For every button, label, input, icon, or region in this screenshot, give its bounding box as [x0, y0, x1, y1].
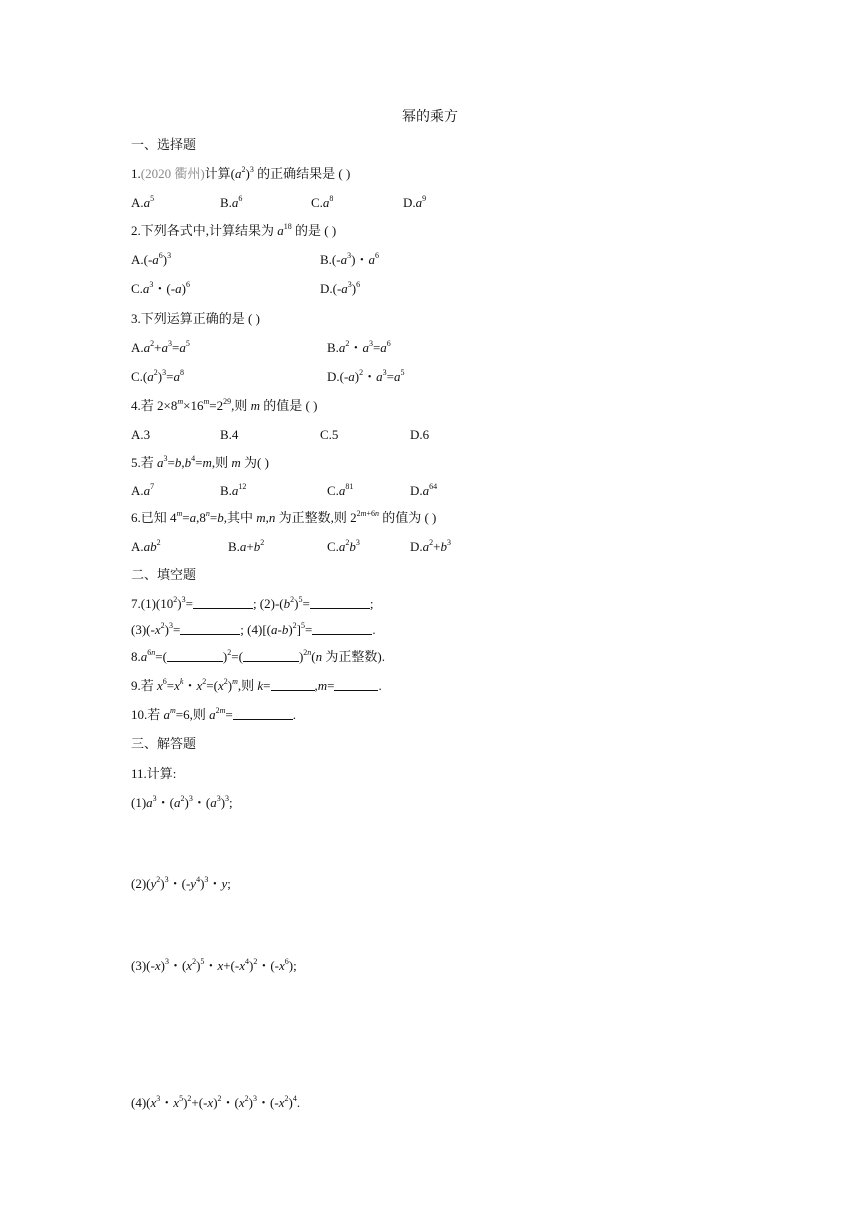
- question-4-option-d: D.6: [410, 427, 430, 442]
- section-heading-answer: 三、解答题: [131, 736, 197, 751]
- question-6: 6.已知 $4^m=a,8^n=b$,其中 m,n 为正整数,则 $2^{2m+6n}$ 的值为 ( ): [131, 509, 437, 525]
- question-4-option-c: C.5: [320, 427, 339, 442]
- question-9: 9.若 $x^6=x^k$・$x^2=(x^2)^m$,则 k= ,m= .: [131, 677, 382, 693]
- question-6-option-d: $D.a^2+b^3$: [410, 538, 451, 554]
- question-4-option-b: B.4: [220, 427, 239, 442]
- question-1-option-b: $B.a^6$: [220, 194, 243, 210]
- question-7-line-2: $(3)(-x^2)^3=$ ; $(4)[(a-b)^2]^5=$ .: [131, 621, 376, 637]
- answer-blank[interactable]: [310, 597, 370, 609]
- question-3-option-c: $C.(a^2)^3=a^8$: [131, 368, 184, 384]
- question-11: 11.计算:: [131, 766, 177, 781]
- question-1: 1.(2020 衢州)计算$(a^2)^3$ 的正确结果是 ( ): [131, 165, 351, 181]
- question-5-option-c: $C.a^{81}$: [327, 482, 354, 498]
- answer-blank[interactable]: [167, 650, 223, 662]
- answer-blank[interactable]: [233, 708, 293, 720]
- answer-blank[interactable]: [193, 597, 253, 609]
- question-2-option-c: $C.a^3$・$(-a)^6$: [131, 280, 190, 296]
- question-5-option-a: $A.a^7$: [131, 482, 155, 498]
- question-1-stem-end: 的正确结果是 ( ): [257, 166, 351, 181]
- section-heading-choice: 一、选择题: [131, 137, 197, 152]
- question-1-option-d: $D.a^9$: [403, 194, 427, 210]
- question-11-part-1: $(1)a^3$・$(a^2)^3$・$(a^3)^3$;: [131, 794, 233, 810]
- answer-blank[interactable]: [334, 679, 378, 691]
- question-2-option-d: $D.(-a^3)^6$: [320, 280, 361, 296]
- answer-blank[interactable]: [271, 679, 315, 691]
- question-11-part-4: $(4)(x^3$・$x^5)^2+(-x)^2$・$(x^2)^3$・$(-x^2)^4$.: [131, 1094, 301, 1110]
- question-6-option-b: $B.a+b^2$: [228, 538, 265, 554]
- question-1-source: (2020 衢州): [140, 166, 205, 181]
- answer-blank[interactable]: [312, 623, 372, 635]
- question-6-option-a: $A.ab^2$: [131, 538, 161, 554]
- question-11-part-3: $(3)(-x)^3$・$(x^2)^5$・$x+(-x^4)^2$・$(-x^6)$;: [131, 957, 297, 973]
- question-7-line-1: $7.(1)(10^2)^3=$ ; $(2)-(b^2)^5=$ ;: [131, 595, 374, 611]
- question-5-option-b: $B.a^{12}$: [220, 482, 247, 498]
- question-4: 4.若 $2\times 8^m\times 16^m=2^{29}$,则 m 的值是 ( ): [131, 397, 318, 413]
- question-3-option-a: $A.a^2+a^3=a^5$: [131, 339, 190, 355]
- question-2: 2.下列各式中,计算结果为 $a^{18}$ 的是 ( ): [131, 222, 337, 238]
- question-11-part-2: $(2)(y^2)^3$・$(-y^4)^3$・y;: [131, 875, 231, 891]
- question-5-option-d: $D.a^{64}$: [410, 482, 438, 498]
- question-3-option-d: $D.(-a)^2$・$a^3=a^5$: [327, 368, 405, 384]
- page-title: 幂的乘方: [402, 110, 458, 125]
- question-1-option-c: $C.a^8$: [311, 194, 334, 210]
- question-3: 3.下列运算正确的是 ( ): [131, 311, 260, 326]
- question-4-option-a: A.3: [131, 427, 151, 442]
- question-1-number: 1.: [131, 166, 141, 181]
- answer-blank[interactable]: [243, 650, 299, 662]
- question-1-option-a: $A.a^5$: [131, 194, 155, 210]
- question-3-option-b: $B.a^2$・$a^3=a^6$: [327, 339, 391, 355]
- question-2-option-b: $B.(-a^3)$・$a^6$: [320, 251, 379, 267]
- question-2-option-a: $A.(-a^6)^3$: [131, 251, 172, 267]
- question-6-option-c: $C.a^2b^3$: [327, 538, 360, 554]
- question-1-stem: 计算(: [204, 166, 236, 181]
- answer-blank[interactable]: [180, 623, 240, 635]
- section-heading-fill: 二、填空题: [131, 567, 197, 582]
- question-10: 10.若 $a^m=6$,则 $a^{2m}=$ .: [131, 706, 297, 722]
- question-5: 5.若 $a^3=b,b^4=m$,则 m 为( ): [131, 454, 269, 470]
- question-8: $8.a^{6n}=$( )$^2$=( )$^{2n}$(n 为正整数).: [131, 648, 385, 664]
